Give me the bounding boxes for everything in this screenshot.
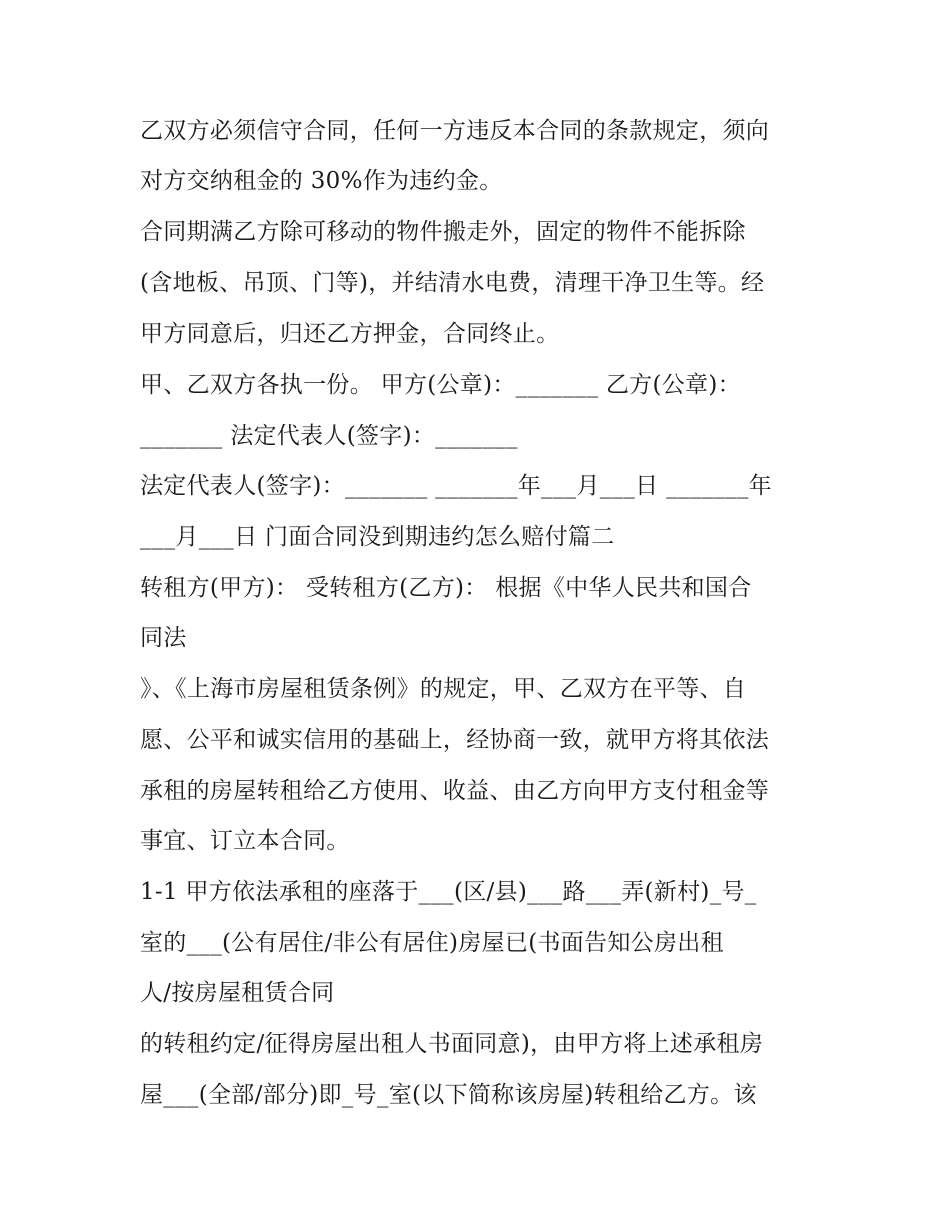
text-line-2: 对方交纳租金的 30%作为违约金。 xyxy=(140,168,503,194)
text-line-7: _______ 法定代表人(签字)：_______ xyxy=(140,423,518,449)
text-line-6: 甲、乙双方各执一份。 甲方(公章)：_______ 乙方(公章)： xyxy=(140,372,741,398)
text-line-4: (含地板、吊顶、门等)，并结清水电费，清理干净卫生等。经 xyxy=(140,270,765,296)
text-line-12: 》、《上海市房屋租赁条例》的规定，甲、乙双方在平等、自 xyxy=(140,676,747,702)
text-line-5: 甲方同意后，归还乙方押金，合同终止。 xyxy=(140,321,560,347)
text-line-10: 转租方(甲方)： 受转租方(乙方)： 根据《中华人民共和国合 xyxy=(140,575,752,601)
text-line-17: 室的___(公有居住/非公有居住)房屋已(书面告知公房出租 xyxy=(140,930,724,956)
text-line-11: 同法 xyxy=(140,625,187,651)
text-line-18: 人/按房屋租赁合同 xyxy=(140,980,335,1006)
text-line-3: 合同期满乙方除可移动的物件搬走外，固定的物件不能拆除 xyxy=(140,219,746,245)
text-line-1: 乙双方必须信守合同，任何一方违反本合同的条款规定，须向 xyxy=(140,118,770,144)
text-line-16: 1-1 甲方依法承租的座落于___(区/县)___路___弄(新村)_号_ xyxy=(140,879,757,905)
text-line-15: 事宜、订立本合同。 xyxy=(140,828,350,854)
text-line-9: ___月___日 门面合同没到期违约怎么赔付篇二 xyxy=(140,524,615,550)
text-line-8: 法定代表人(签字)：_______ _______年___月___日 _______年 xyxy=(140,473,772,499)
text-line-14: 承租的房屋转租给乙方使用、收益、由乙方向甲方支付租金等 xyxy=(140,778,770,804)
text-line-13: 愿、公平和诚实信用的基础上，经协商一致，就甲方将其依法 xyxy=(140,727,770,753)
text-line-19: 的转租约定/征得房屋出租人书面同意)，由甲方将上述承租房 xyxy=(140,1031,764,1057)
text-line-20: 屋___(全部/部分)即_号_室(以下简称该房屋)转租给乙方。该 xyxy=(140,1082,757,1108)
